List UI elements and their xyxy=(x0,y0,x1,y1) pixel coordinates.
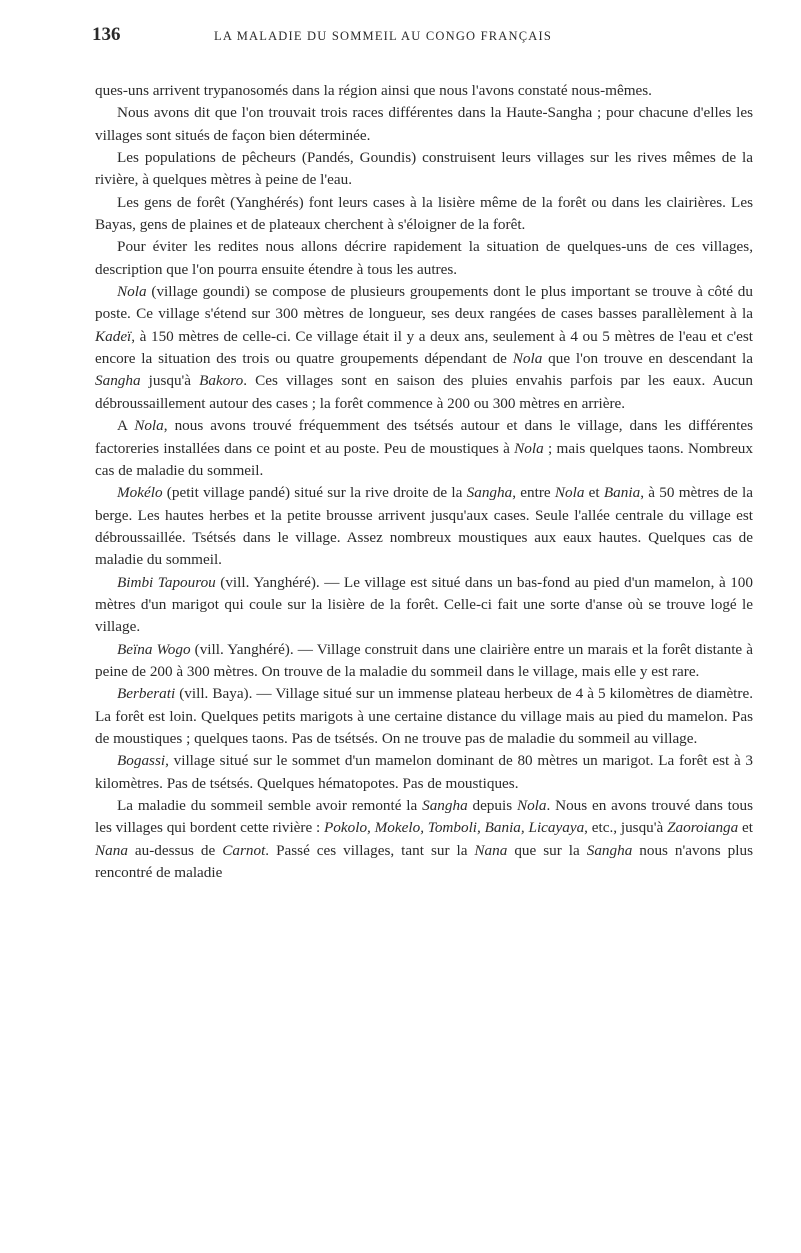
paragraph-p11 xyxy=(95,750,753,795)
italic-text: Nola xyxy=(134,417,164,435)
italic-text: Bimbi Tapourou xyxy=(117,573,216,591)
text-run: Pour éviter les redites nous allons décrire rapidement la situation de quelques-uns de ces villages, description que l'on pourra ensuite étendre à tous les autres. xyxy=(95,238,753,278)
text-run: (vill. Baya). — Village situé sur un immense plateau herbeux de 4 à 5 kilomètres de diamètre. La forêt est loin. Quelques petits marigots à une certaine distance du village mais au pied du mamelon. Pas de moustiques ; quelques taons. Pas de tsétsés. On ne trouve pas de maladie du sommeil au village. xyxy=(95,685,753,747)
italic-text: Nana xyxy=(474,841,508,859)
paragraph-p6 xyxy=(95,415,753,482)
italic-text: Beïna Wogo xyxy=(117,640,191,658)
italic-text: Kadeï xyxy=(95,327,132,345)
body-text xyxy=(95,80,753,884)
italic-text: Mokélo xyxy=(117,484,163,502)
paragraph-p12 xyxy=(95,795,753,884)
paragraph-p0 xyxy=(95,80,753,102)
text-run: ques-uns arrivent trypanosomés dans la région ainsi que nous l'avons constaté nous-mêmes. xyxy=(95,82,652,99)
text-run: (petit village pandé) situé sur la rive droite de la xyxy=(162,484,467,502)
text-run: (vill. Yanghéré). — Le village est situé dans un bas-fond au pied d'un mamelon, à 100 mètres d'un marigot qui coule sur la lisière de la forêt. Celle-ci fait une sorte d'anse où se trouve logé le village. xyxy=(95,573,753,636)
text-run: , nous avons trouvé fréquemment des tsétsés autour et dans le village, dans les différentes factoreries installées dans ce point et au poste. Peu de moustiques à xyxy=(95,417,753,457)
text-run: nous n'avons plus rencontré de maladie xyxy=(95,841,753,882)
text-run: Les gens de forêt (Yanghérés) font leurs cases à la lisière même de la forêt ou dans les clairières. Les Bayas, gens de plaines et de plateaux cherchent à s'éloigner de la forêt. xyxy=(95,193,753,234)
paragraph-p5 xyxy=(95,281,753,415)
page-header xyxy=(92,24,752,54)
text-run: (vill. Yanghéré). — Village construit dans une clairière entre un marais et la forêt distante à peine de 200 à 300 mètres. On trouve de la maladie du sommeil dans le village, mais elle y est rare. xyxy=(95,640,753,680)
text-run: que sur la xyxy=(507,841,587,859)
paragraph-p9 xyxy=(95,639,753,684)
text-run: et xyxy=(738,819,753,837)
paragraph-p4 xyxy=(95,236,753,281)
page-number: 136 xyxy=(92,24,121,45)
italic-text: Nana xyxy=(95,841,128,859)
italic-text: Bania xyxy=(603,484,641,502)
text-run: ; mais quelques taons. Nombreux cas de maladie du sommeil. xyxy=(95,439,753,479)
italic-text: Sangha xyxy=(466,484,513,502)
text-run: , etc., jusqu'à xyxy=(584,819,668,837)
italic-text: Nola xyxy=(117,283,147,301)
text-run: , à 150 mètres de celle-ci. Ce village était il y a deux ans, seulement à 4 ou 5 mètres de l'eau et c'est encore la situation des trois ou quatre groupements dépendant de xyxy=(95,327,753,368)
text-run: au-dessus de xyxy=(127,841,223,859)
italic-text: Nola xyxy=(554,484,585,502)
text-run: . Ces villages sont en saison des pluies envahis parfois par les eaux. Aucun débroussaillement autour des cases ; la forêt commence à 200 ou 300 mètres en arrière. xyxy=(95,372,753,412)
text-run: Les populations de pêcheurs (Pandés, Goundis) construisent leurs villages sur les rives mêmes de la rivière, à quelques mètres à peine de l'eau. xyxy=(95,149,753,189)
paragraph-p1 xyxy=(95,102,753,147)
italic-text: Carnot xyxy=(222,841,266,859)
italic-text: Sangha xyxy=(586,841,633,859)
italic-text: Nola xyxy=(512,350,543,368)
text-run: . Nous en avons trouvé dans tous les villages qui bordent cette rivière : xyxy=(95,797,754,837)
italic-text: Pokolo, Mokelo, Tomboli, Bania, Licayaya xyxy=(324,819,585,837)
running-title: LA MALADIE DU SOMMEIL AU CONGO FRANÇAIS xyxy=(214,29,553,43)
text-run: depuis xyxy=(467,797,517,814)
text-run: , village situé sur le sommet d'un mamelon dominant de 80 mètres un marigot. La forêt est à 3 kilomètres. Pas de tsétsés. Quelques hématopotes. Pas de moustiques. xyxy=(95,752,753,792)
italic-text: Nola xyxy=(514,439,544,457)
italic-text: Bogassi xyxy=(117,752,166,770)
text-run: La maladie du sommeil semble avoir remonté la xyxy=(117,797,423,814)
paragraph-p8 xyxy=(95,572,753,639)
italic-text: Zaoroianga xyxy=(667,819,739,837)
text-run: . Passé ces villages, tant sur la xyxy=(265,841,475,859)
text-run: , entre xyxy=(512,484,555,502)
text-run: (village goundi) se compose de plusieurs groupements dont le plus important se trouve à côté du poste. Ce village s'étend sur 300 mètres de longueur, ses deux rangées de cases basses parallèlement à la xyxy=(95,283,753,323)
italic-text: Bakoro xyxy=(199,372,244,390)
paragraph-p3 xyxy=(95,192,753,237)
text-run: que l'on trouve en descendant la xyxy=(542,350,753,368)
text-run: , à 50 mètres de la berge. Les hautes herbes et la petite brousse arrivent jusqu'aux cases. Seule l'allée centrale du village est débroussaillée. Tsétsés dans le village. Assez nombreux moustiques aux eaux hautes. Quelques cas de maladie du sommeil. xyxy=(95,484,753,569)
text-run: jusqu'à xyxy=(140,372,200,390)
paragraph-p2 xyxy=(95,147,753,192)
text-run: A xyxy=(117,417,135,435)
italic-text: Sangha xyxy=(95,372,141,390)
italic-text: Nola xyxy=(516,797,547,814)
italic-text: Sangha xyxy=(422,797,468,814)
text-run: Nous avons dit que l'on trouvait trois races différentes dans la Haute-Sangha ; pour chacune d'elles les villages sont situés de façon bien déterminée. xyxy=(95,104,753,144)
italic-text: Berberati xyxy=(117,685,176,703)
text-run: et xyxy=(584,484,604,502)
paragraph-p7 xyxy=(95,482,753,571)
paragraph-p10 xyxy=(95,683,753,750)
